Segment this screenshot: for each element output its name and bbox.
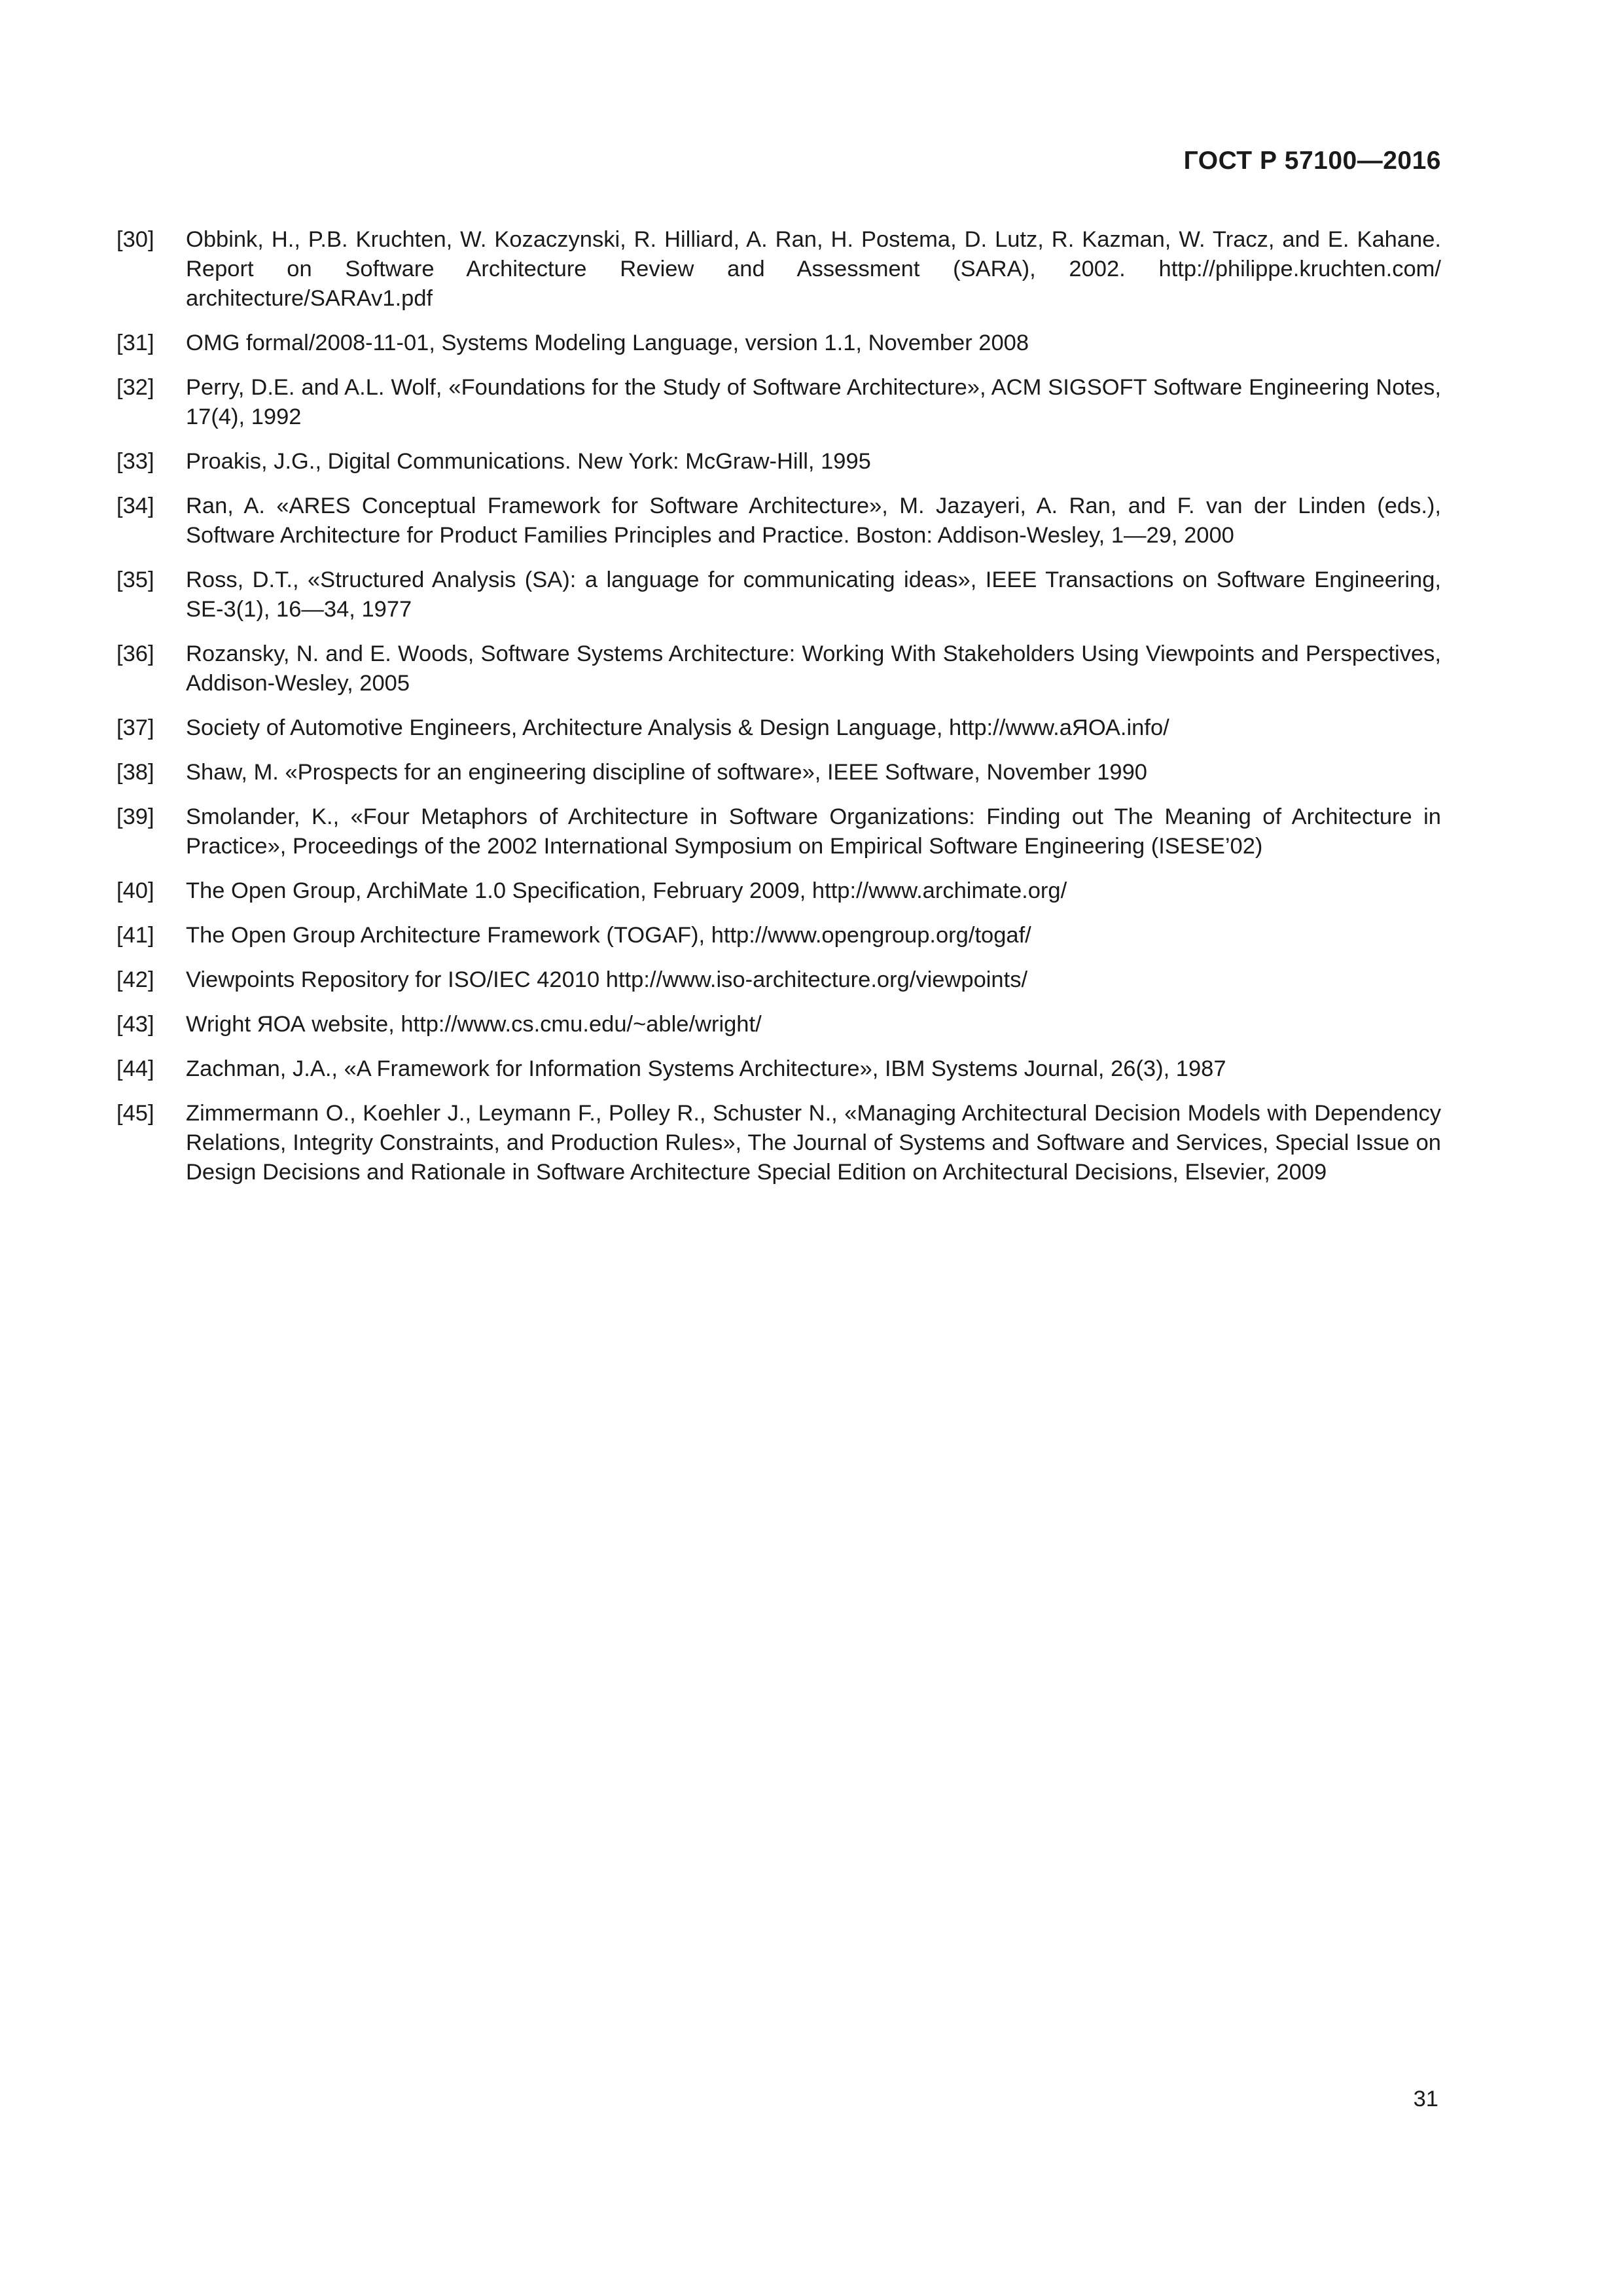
reference-number: [31] [116,331,154,355]
reference-number: [40] [116,878,154,903]
reference-item [116,713,1441,743]
reference-number: [33] [116,449,154,474]
reference-text: Perry, D.E. and A.L. Wolf, «Foundations for the Study of Software Architecture», ACM SIGSOFT Software Engineering Notes, 17(4), 1992 [186,375,1441,429]
reference-item [116,1010,1441,1039]
reference-item [116,639,1441,698]
reference-text: Proakis, J.G., Digital Communications. New York: McGraw-Hill, 1995 [186,449,871,474]
reference-number: [30] [116,227,154,252]
reference-item [116,225,1441,314]
reference-number: [41] [116,923,154,948]
reference-text: Ross, D.T., «Structured Analysis (SA): a language for communicating ideas», IEEE Transactions on Software Engineering, SE-3(1), 16—34, 1977 [186,567,1441,622]
reference-text: OMG formal/2008-11-01, Systems Modeling Language, version 1.1, November 2008 [186,331,1029,355]
reference-item [116,447,1441,476]
reference-text: Rozansky, N. and E. Woods, Software Systems Architecture: Working With Stakeholders Using Viewpoints and Perspectives, Addison-Wesley, 2005 [186,641,1441,696]
reference-number: [32] [116,375,154,400]
reference-item [116,1099,1441,1187]
reference-number: [44] [116,1056,154,1081]
reference-number: [42] [116,967,154,992]
reference-number: [35] [116,567,154,592]
reference-item [116,329,1441,358]
reference-text: Obbink, H., P.B. Kruchten, W. Kozaczynski, R. Hilliard, A. Ran, H. Postema, D. Lutz, R. Kazman, W. Tracz, and E. Kahane. Report on Software Architecture Review and Assessment (SARA), 2002. http://philippe.kruchten.com/ architecture/SARAv1.pdf [186,227,1441,311]
reference-item [116,373,1441,432]
reference-text: Shaw, M. «Prospects for an engineering discipline of software», IEEE Software, November 1990 [186,760,1147,785]
reference-number: [38] [116,760,154,785]
reference-item [116,758,1441,787]
reference-text: Wright ЯОА website, http://www.cs.cmu.edu/~able/wright/ [186,1012,762,1037]
page-number: 31 [1413,2087,1438,2111]
reference-item [116,565,1441,624]
reference-text: Viewpoints Repository for ISO/IEC 42010 http://www.iso-architecture.org/viewpoints/ [186,967,1028,992]
reference-item [116,921,1441,950]
reference-number: [43] [116,1012,154,1037]
reference-list [116,225,1441,1202]
reference-number: [34] [116,493,154,518]
reference-number: [39] [116,804,154,829]
reference-text: Zimmermann O., Koehler J., Leymann F., Polley R., Schuster N., «Managing Architectural Decision Models with Dependency Relations, Integrity Constraints, and Production Rules», The Journal of Systems and Software and Services, Special Issue on Design Decisions and Rationale in Software Architecture Special Edition on Architectural Decisions, Elsevier, 2009 [186,1101,1441,1185]
reference-number: [36] [116,641,154,666]
reference-text: The Open Group Architecture Framework (TOGAF), http://www.opengroup.org/togaf/ [186,923,1031,948]
reference-text: Ran, A. «ARES Conceptual Framework for Software Architecture», M. Jazayeri, A. Ran, and F. van der Linden (eds.), Software Architecture for Product Families Principles and Practice. Boston: Addison-Wesley, 1—29, 2000 [186,493,1441,548]
reference-item [116,802,1441,861]
reference-item [116,492,1441,550]
reference-item [116,965,1441,995]
reference-text: Zachman, J.A., «A Framework for Information Systems Architecture», IBM Systems Journal, 26(3), 1987 [186,1056,1226,1081]
reference-item [116,1054,1441,1084]
reference-text: Smolander, K., «Four Metaphors of Architecture in Software Organizations: Finding out The Meaning of Architecture in Practice», Proceedings of the 2002 International Symposium on Empirical Software Engineering (ISESE’02) [186,804,1441,859]
page-header-standard-code: ГОСТ Р 57100—2016 [1183,147,1441,175]
reference-text: The Open Group, ArchiMate 1.0 Specification, February 2009, http://www.archimate.org/ [186,878,1067,903]
reference-item [116,876,1441,906]
reference-text: Society of Automotive Engineers, Architecture Analysis & Design Language, http://www.aЯОА.info/ [186,715,1169,740]
reference-number: [45] [116,1101,154,1126]
reference-number: [37] [116,715,154,740]
